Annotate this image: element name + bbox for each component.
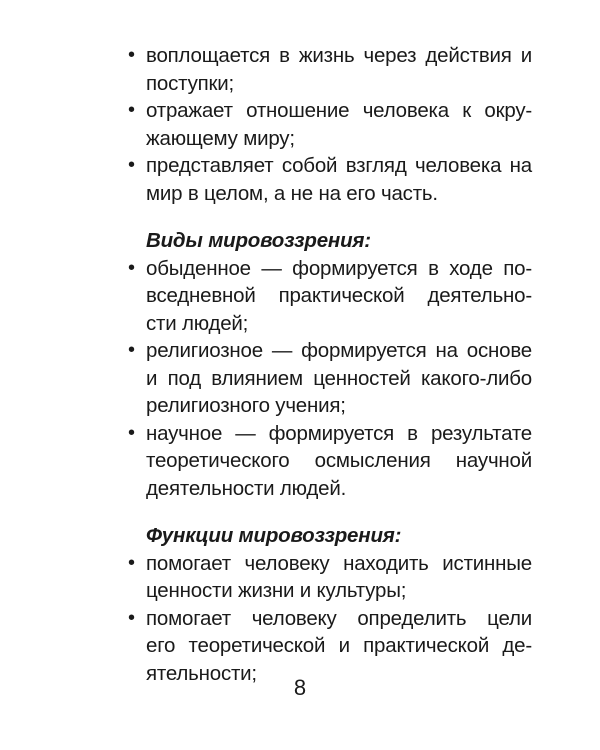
properties-list: [128, 42, 532, 207]
bullet: •: [128, 154, 135, 176]
text-line: его теоретической и практической де-: [146, 634, 532, 657]
bullet: •: [128, 606, 135, 629]
list-item: [128, 550, 532, 605]
page-content: [128, 42, 532, 687]
list-item: [128, 255, 532, 338]
text-line: деятельности людей.: [146, 476, 347, 500]
list-item: [128, 420, 532, 503]
page-number: 8: [293, 675, 307, 700]
text-line: вседневной практической деятельно-: [146, 284, 532, 307]
text-line: обыденное — формируется в ходе по-: [146, 256, 532, 280]
bullet: •: [128, 421, 135, 444]
text-line: отражает отношение человека к окру-: [146, 99, 532, 122]
text-line: воплощается в жизнь через действия и: [146, 44, 532, 67]
functions-list: [128, 550, 532, 688]
list-item: [128, 152, 532, 207]
list-item: [128, 42, 532, 97]
bullet: •: [128, 44, 135, 66]
bullet: •: [128, 256, 135, 279]
text-line: мир в целом, а не на его часть.: [146, 181, 438, 205]
text-line: религиозного учения;: [146, 394, 346, 417]
text-line: помогает человеку определить цели: [146, 606, 532, 630]
section-heading-functions: Функции мировоззрения:: [146, 524, 402, 547]
list-item: [128, 337, 532, 420]
text-line: представляет собой взгляд человека на: [146, 154, 532, 177]
section-heading-types: Виды мировоззрения:: [146, 229, 371, 252]
bullet: •: [128, 339, 135, 361]
bullet: •: [128, 551, 135, 574]
text-line: ценности жизни и культуры;: [146, 579, 407, 602]
text-line: поступки;: [146, 71, 235, 95]
bullet: •: [128, 99, 135, 121]
text-line: религиозное — формируется на основе: [146, 339, 532, 362]
list-item: [128, 97, 532, 152]
text-line: ятельности;: [146, 661, 257, 685]
types-list: [128, 255, 532, 503]
text-line: теоретического осмысления научной: [146, 449, 532, 472]
text-line: жающему миру;: [146, 126, 295, 150]
text-line: сти людей;: [146, 311, 249, 335]
text-line: научное — формируется в результате: [146, 421, 532, 445]
text-line: помогает человеку находить истинные: [146, 551, 532, 575]
text-line: и под влиянием ценностей какого-либо: [146, 366, 532, 390]
